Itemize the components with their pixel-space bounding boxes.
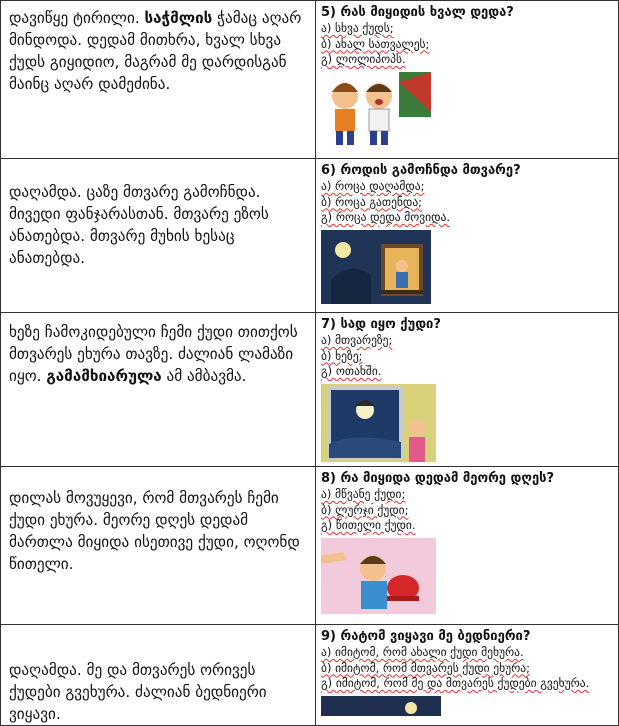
bold-word: საჭმლის <box>144 9 213 27</box>
question-cell <box>316 159 619 313</box>
passage-cell <box>1 159 316 313</box>
question-text: 5) რას მიყიდის ხვალ დედა? <box>321 5 514 20</box>
answer-option[interactable]: გ) იმიტომ, რომ მე და მთვარეს ქუდები გვეხურა. <box>321 676 590 690</box>
passage-cell <box>1 467 316 625</box>
question-text: 7) სად იყო ქუდი? <box>321 317 441 332</box>
question-text: 9) რატომ ვიყავი მე ბედნიერი? <box>321 629 531 644</box>
answer-option[interactable]: ა) როცა დაღამდა; <box>321 179 425 193</box>
answer-option[interactable]: გ) წითელი ქუდი. <box>321 518 416 532</box>
question-cell <box>316 1 619 159</box>
red-hat-illustration <box>321 538 436 614</box>
answer-option[interactable]: ა) იმიტომ, რომ ახალი ქუდი მეხურა. <box>321 645 524 659</box>
passage-text: დაღამდა. მე და მთვარეს ორივეს ქუდები გვეხურა. ძალიან ბედნიერი ვიყავი. <box>9 661 267 723</box>
answer-option[interactable]: ბ) როცა გათენდა; <box>321 194 423 209</box>
answer-option[interactable]: გ) როცა დედა მოვიდა. <box>321 210 451 224</box>
question-cell <box>316 313 619 467</box>
answer-option[interactable]: ა) მთვარეზე; <box>321 333 393 347</box>
bold-word: გამამხიარულა <box>46 367 162 385</box>
answer-option[interactable]: გ) ოთახში. <box>321 364 382 378</box>
answer-option[interactable]: გ) ლოლიპოპს. <box>321 52 406 66</box>
passage-cell <box>1 1 316 159</box>
answer-option[interactable]: ა) მწვანე ქუდი; <box>321 487 406 501</box>
moon-window-illustration <box>321 384 436 462</box>
night-window-illustration <box>321 230 431 304</box>
passage-cell <box>1 313 316 467</box>
passage-cell <box>1 625 316 726</box>
worksheet-row <box>1 159 619 313</box>
answer-option[interactable]: ბ) ახალ სათვალეს; <box>321 36 430 51</box>
crying-kids-illustration <box>321 72 431 147</box>
answer-option[interactable]: ბ) ხეზე; <box>321 348 363 363</box>
worksheet-row <box>1 467 619 625</box>
passage-text: დილას მოვუყევი, რომ მთვარეს ჩემი ქუდი ეხურა. მეორე დღეს დედამ მართლა მიყიდა ისეთივე ქუდი, ოღონდ წითელი. <box>9 489 300 573</box>
question-text: 6) როდის გამოჩნდა მთვარე? <box>321 163 521 178</box>
question-cell <box>316 625 619 726</box>
passage-text: ხეზე ჩამოკიდებული ჩემი ქუდი თითქოს მთვარეს ეხურა თავზე. ძალიან ლამაზი იყო. გამამხიარულა ამ ამბავმა. <box>9 323 298 385</box>
worksheet-row <box>1 313 619 467</box>
worksheet-row <box>1 1 619 159</box>
worksheet-row <box>1 625 619 726</box>
answer-option[interactable]: ა) სხვა ქუდს; <box>321 21 394 35</box>
question-cell <box>316 467 619 625</box>
night-sky-illustration <box>321 696 441 716</box>
answer-option[interactable]: ბ) იმიტომ, რომ მთვარეს ქუდი ეხურა; <box>321 660 530 675</box>
passage-text: დავიწყე ტირილი. საჭმლის ჭამაც აღარ მინდოდა. დედამ მითხრა, ხვალ სხვა ქუდს გიყიდიო, მაგრამ მე დარდისგან მაინც აღარ დამეძინა. <box>9 9 302 93</box>
passage-text: დაღამდა. ცაზე მთვარე გამოჩნდა. მივედი ფანჯარასთან. მთვარე ეზოს ანათებდა. მთვარე მუხის ხესაც ანათებდა. <box>9 183 269 267</box>
answer-option[interactable]: ბ) ლურჯი ქუდი; <box>321 502 409 517</box>
question-text: 8) რა მიყიდა დედამ მეორე დღეს? <box>321 471 555 486</box>
